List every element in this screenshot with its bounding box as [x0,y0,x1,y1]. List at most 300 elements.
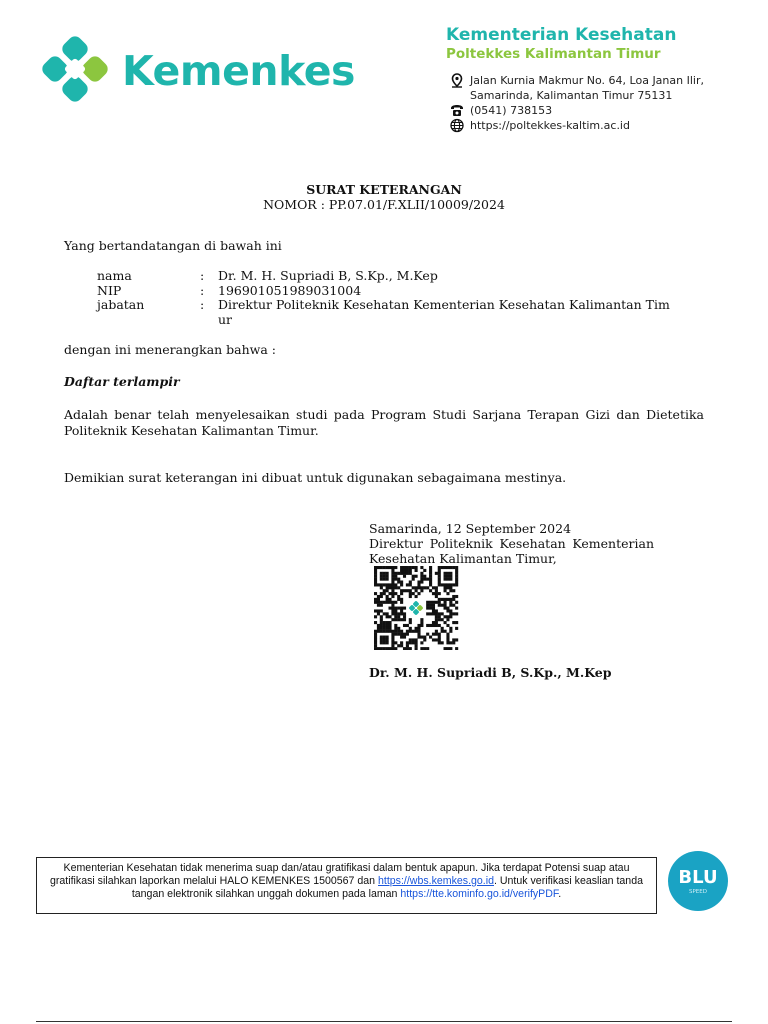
qr-module [383,621,386,624]
qr-module [452,641,455,644]
qr-module [383,575,386,578]
qr-module [386,621,389,624]
qr-module [435,601,438,604]
qr-module [374,644,377,647]
qr-module [406,566,409,569]
footer-text-3: . [558,888,562,900]
qr-module [420,575,423,578]
qr-module [380,572,383,575]
qr-module [415,638,418,641]
qr-module [444,578,447,581]
qr-module [374,583,377,586]
qr-module [432,633,435,636]
qr-module [383,612,386,615]
qr-module [412,578,415,581]
qr-module [391,633,394,636]
qr-module [435,615,438,618]
qr-module [383,601,386,604]
qr-module [391,607,394,610]
qr-module [386,630,389,633]
qr-module [432,601,435,604]
qr-module [446,609,449,612]
qr-module [386,612,389,615]
qr-module [438,615,441,618]
qr-module [388,598,391,601]
address-line-1: Jalan Kurnia Makmur No. 64, Loa Janan Ilir, [470,74,704,87]
qr-module [406,589,409,592]
qr-module [394,641,397,644]
qr-module [452,595,455,598]
qr-module [415,630,418,633]
qr-module [394,612,397,615]
qr-module [438,566,441,569]
qr-module [388,601,391,604]
qr-module [438,583,441,586]
globe-icon [449,118,465,133]
qr-module [383,638,386,641]
qr-module [426,586,429,589]
qr-module [444,586,447,589]
qr-module [409,621,412,624]
qr-module [397,627,400,630]
qr-module [394,633,397,636]
qr-module [386,641,389,644]
qr-module [429,612,432,615]
qr-module [420,572,423,575]
qr-module [400,618,403,621]
qr-module [446,607,449,610]
qr-module [412,575,415,578]
qr-module [400,636,403,639]
qr-module [429,578,432,581]
qr-module [400,630,403,633]
qr-module [455,638,458,641]
qr-module [380,566,383,569]
qr-module [383,572,386,575]
qr-module [403,572,406,575]
qr-module [391,575,394,578]
qr-module [409,566,412,569]
qr-module [394,583,397,586]
qr-module [397,595,400,598]
qr-module [438,638,441,641]
qr-module [380,578,383,581]
qr-module [380,604,383,607]
qr-module [417,583,420,586]
qr-module [380,647,383,650]
logo-wordmark: Kemenkes [122,47,355,95]
qr-module [444,601,447,604]
qr-module [374,580,377,583]
qr-module [449,598,452,601]
qr-module [435,633,438,636]
qr-module [441,630,444,633]
qr-module [452,598,455,601]
qr-module [438,633,441,636]
qr-module [455,569,458,572]
qr-module [403,618,406,621]
qr-module [374,636,377,639]
qr-module [391,589,394,592]
qr-module [406,647,409,650]
qr-module [420,589,423,592]
qr-module [435,638,438,641]
qr-module [444,607,447,610]
qr-module [386,575,389,578]
qr-module [400,644,403,647]
qr-module [377,630,380,633]
qr-module [446,638,449,641]
qr-module [377,624,380,627]
qr-module [452,566,455,569]
qr-module [380,627,383,630]
qr-module [455,578,458,581]
qr-module [409,595,412,598]
qr-module [423,569,426,572]
qr-module [455,575,458,578]
qr-module [409,589,412,592]
qr-module [400,569,403,572]
qr-module [415,647,418,650]
qr-module [444,589,447,592]
qr-module [420,586,423,589]
qr-module [374,572,377,575]
qr-module [377,583,380,586]
qr-module [415,589,418,592]
intro-text: Yang bertandatangan di bawah ini [64,238,282,253]
qr-module [435,621,438,624]
qr-module [388,583,391,586]
qr-module [403,624,406,627]
contact-website[interactable] [449,118,630,133]
qr-module [386,598,389,601]
qr-module [449,641,452,644]
qr-module [435,618,438,621]
qr-module [391,641,394,644]
qr-module [429,580,432,583]
qr-module [438,598,441,601]
qr-module [374,592,377,595]
qr-module [438,604,441,607]
qr-module [397,580,400,583]
qr-module [415,627,418,630]
qr-module [391,592,394,595]
qr-module [377,609,380,612]
qr-module [415,644,418,647]
qr-module [446,636,449,639]
qr-module [380,621,383,624]
qr-module [383,624,386,627]
website-link[interactable]: https://poltekkes-kaltim.ac.id [470,119,630,132]
qr-module [435,586,438,589]
qr-module [415,586,418,589]
qr-module [455,583,458,586]
qr-module [446,615,449,618]
document-number: NOMOR : PP.07.01/F.XLII/10009/2024 [263,197,505,212]
qr-module [380,636,383,639]
qr-module [394,586,397,589]
qr-module [388,627,391,630]
wbs-link[interactable]: https://wbs.kemkes.go.id [378,875,494,887]
qr-module [391,630,394,633]
qr-module [449,572,452,575]
qr-module [377,612,380,615]
blu-badge-text: BLU [678,867,718,888]
qr-module [394,607,397,610]
qr-module [406,641,409,644]
qr-module [383,578,386,581]
qr-module [374,609,377,612]
qr-module [386,638,389,641]
blu-badge-subtext: SPEED [689,889,707,895]
qr-module [380,575,383,578]
qr-module [380,615,383,618]
qr-module [423,575,426,578]
qr-module [446,641,449,644]
qr-module [435,612,438,615]
qr-module [394,624,397,627]
qr-module [423,586,426,589]
qr-module [380,638,383,641]
blu-badge-icon [667,850,729,912]
qr-module [420,641,423,644]
qr-module [400,633,403,636]
qr-module [400,607,403,610]
qr-module [374,638,377,641]
qr-module [412,566,415,569]
signature-role: Direktur Politeknik Kesehatan Kementerian Kesehatan Kalimantan Timur, [369,536,654,566]
qr-center-logo-icon [408,600,423,615]
qr-module [386,572,389,575]
qr-module [435,630,438,633]
qr-module [455,621,458,624]
qr-module [403,647,406,650]
qr-module [386,566,389,569]
qr-module [400,598,403,601]
qr-module [380,609,383,612]
qr-module [438,618,441,621]
qr-module [449,627,452,630]
qr-module [446,575,449,578]
qr-module [400,609,403,612]
qr-module [380,641,383,644]
qr-module [377,598,380,601]
qr-module [374,615,377,618]
qr-module [446,598,449,601]
qr-module [429,575,432,578]
qr-module [452,583,455,586]
qr-module [455,601,458,604]
qr-module [397,630,400,633]
qr-module [394,609,397,612]
qr-module [455,607,458,610]
qr-module [391,636,394,639]
qr-module [438,624,441,627]
qr-module [397,612,400,615]
phone-number: (0541) 738153 [470,104,553,117]
qr-module [391,583,394,586]
qr-module [391,566,394,569]
qr-module [391,612,394,615]
qr-module [394,627,397,630]
qr-module [449,586,452,589]
qr-module [412,638,415,641]
qr-module [441,641,444,644]
qr-module [400,572,403,575]
qr-module [444,621,447,624]
qr-module [409,569,412,572]
qr-module [388,592,391,595]
qr-module [377,627,380,630]
qr-module [394,592,397,595]
qr-module [374,566,377,569]
qr-module [391,572,394,575]
qr-module [406,630,409,633]
qr-module [435,609,438,612]
attachment-note: Daftar terlampir [64,374,180,389]
qr-module [374,578,377,581]
qr-module [420,566,423,569]
qr-module [441,583,444,586]
qr-module [444,566,447,569]
qr-module [409,627,412,630]
qr-module [391,601,394,604]
qr-code-icon [372,566,460,650]
qr-module [377,566,380,569]
field-value-nama: Dr. M. H. Supriadi B, S.Kp., M.Kep [218,268,438,283]
qr-module [446,624,449,627]
qr-module [391,580,394,583]
qr-module [386,589,389,592]
qr-module [426,633,429,636]
qr-module [397,572,400,575]
qr-module [429,601,432,604]
qr-module [444,615,447,618]
qr-module [386,601,389,604]
qr-module [432,621,435,624]
qr-module [438,580,441,583]
qr-module [388,624,391,627]
qr-module [435,589,438,592]
qr-module [403,607,406,610]
qr-module [391,586,394,589]
field-colon: : [200,268,205,283]
qr-module [429,607,432,610]
qr-module [452,612,455,615]
qr-module [455,647,458,650]
qr-module [403,615,406,618]
qr-module [403,633,406,636]
qr-module [438,572,441,575]
qr-module [438,569,441,572]
qr-module [374,598,377,601]
qr-module [403,636,406,639]
field-label-jabatan: jabatan [97,297,145,312]
qr-module [391,618,394,621]
qr-module [415,569,418,572]
qr-module [412,586,415,589]
qr-module [400,612,403,615]
qr-module [429,583,432,586]
qr-module [386,636,389,639]
qr-module [449,589,452,592]
qr-module [391,604,394,607]
qr-module [420,578,423,581]
qr-module [444,583,447,586]
qr-module [380,624,383,627]
qr-module [432,609,435,612]
qr-module [374,641,377,644]
qr-module [400,641,403,644]
qr-module [455,580,458,583]
field-label-nama: nama [97,268,132,283]
qr-module [380,586,383,589]
qr-module [423,636,426,639]
qr-module [438,612,441,615]
verify-pdf-link[interactable]: https://tte.kominfo.go.id/verifyPDF [400,888,559,900]
qr-module [446,566,449,569]
document-title: SURAT KETERANGAN [306,182,462,197]
qr-module [406,633,409,636]
qr-module [426,607,429,610]
qr-module [452,604,455,607]
kemenkes-logo-icon [42,36,108,102]
qr-module [383,566,386,569]
org-name: Kementerian Kesehatan [446,25,677,45]
body-paragraph: Adalah benar telah menyelesaikan studi pada Program Studi Sarjana Terapan Gizi dan Dietetika Politeknik Kesehatan Kalimantan Timur. [64,407,704,438]
qr-module [449,615,452,618]
qr-module [406,624,409,627]
qr-module [449,578,452,581]
qr-module [377,604,380,607]
qr-module [415,595,418,598]
qr-module [388,630,391,633]
qr-module [432,592,435,595]
qr-module [388,566,391,569]
qr-module [386,595,389,598]
qr-module [377,647,380,650]
qr-module [403,612,406,615]
qr-module [455,595,458,598]
qr-module [438,601,441,604]
qr-module [417,592,420,595]
qr-module [444,647,447,650]
qr-module [388,647,391,650]
qr-module [394,566,397,569]
phone-icon [449,103,465,118]
qr-module [441,618,444,621]
qr-module [374,569,377,572]
qr-module [446,592,449,595]
qr-module [435,624,438,627]
field-label-nip: NIP [97,283,122,298]
qr-module [386,624,389,627]
qr-module [438,592,441,595]
qr-module [420,624,423,627]
qr-module [374,630,377,633]
qr-module [383,647,386,650]
qr-module [455,572,458,575]
qr-module [435,572,438,575]
qr-module [383,630,386,633]
qr-module [374,647,377,650]
qr-module [429,589,432,592]
statement-text: dengan ini menerangkan bahwa : [64,342,277,357]
qr-module [426,578,429,581]
qr-module [409,641,412,644]
qr-module [394,578,397,581]
contact-address [449,73,704,103]
